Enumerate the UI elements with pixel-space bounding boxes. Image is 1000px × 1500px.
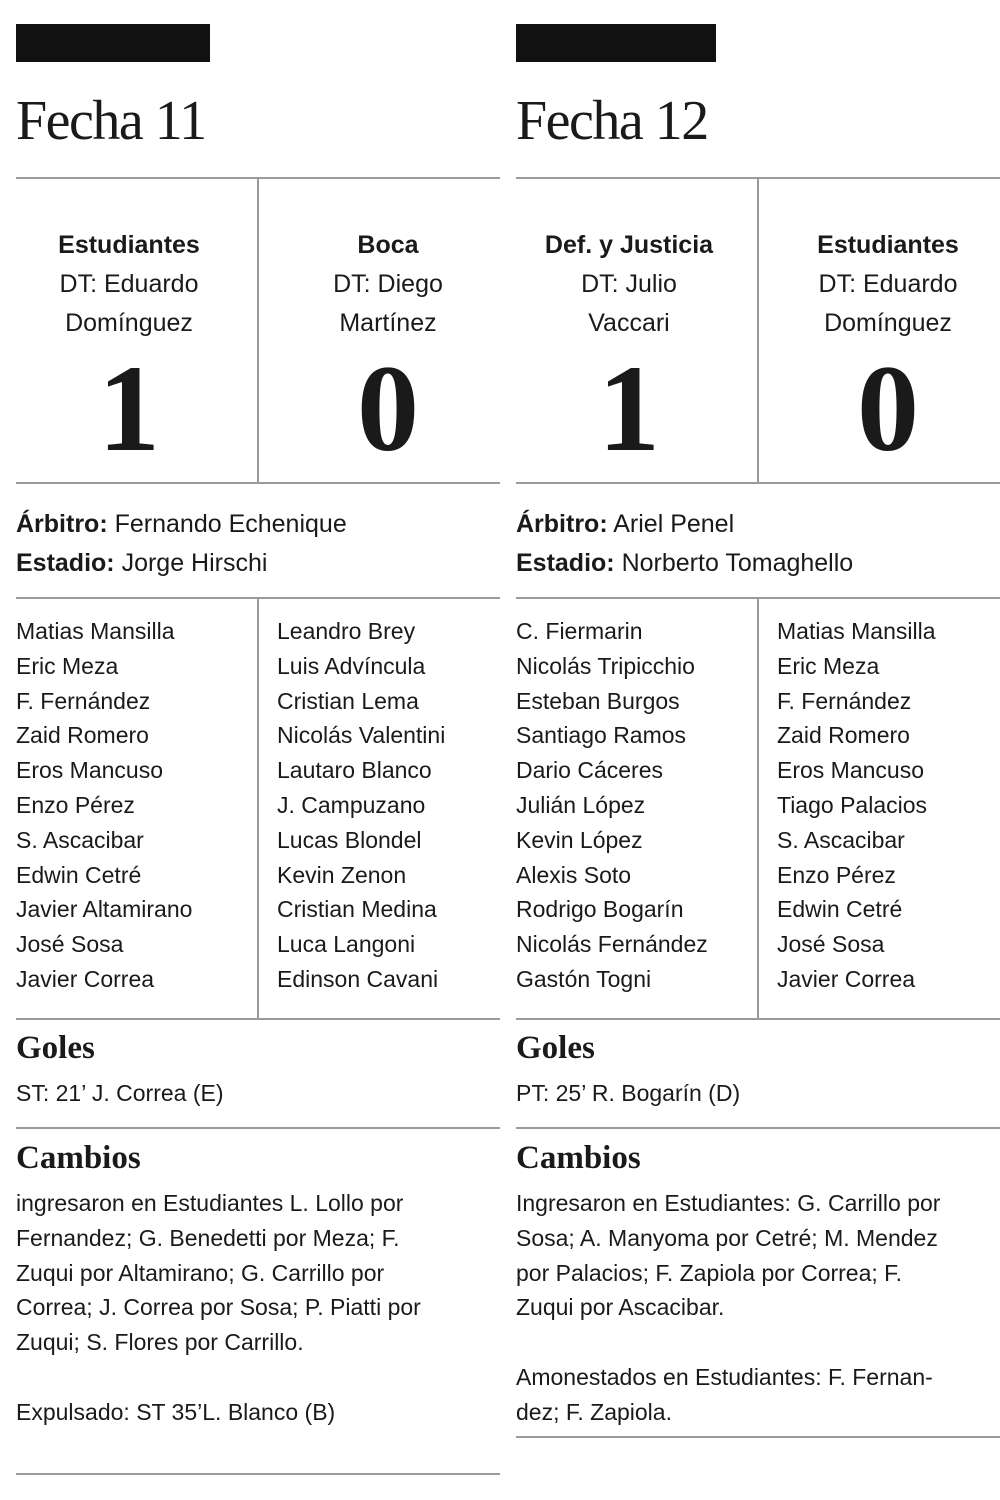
divider <box>516 482 1000 484</box>
player: Edwin Cetré <box>16 861 142 888</box>
goals-heading: Goles <box>516 1030 595 1066</box>
home-coach-name: Domínguez <box>65 309 193 337</box>
player: Nicolás Valentini <box>277 722 446 749</box>
player: Eric Meza <box>777 652 880 679</box>
player: Julián López <box>516 791 646 818</box>
stadium-label: Estadio: <box>16 549 115 577</box>
home-score: 1 <box>98 340 160 477</box>
stadium-name: Norberto Tomaghello <box>621 549 854 577</box>
text-line: Amonestados en Estudiantes: F. Fernan- <box>516 1364 933 1390</box>
player: Enzo Pérez <box>777 861 896 888</box>
home-coach-label: DT: Eduardo <box>59 270 199 298</box>
player: Eros Mancuso <box>777 757 925 784</box>
goals-text: ST: 21’ J. Correa (E) <box>16 1080 224 1106</box>
section-bar <box>16 24 210 62</box>
player: Kevin Zenon <box>277 861 407 888</box>
player: Gastón Togni <box>516 965 652 992</box>
player: Alexis Soto <box>516 861 632 888</box>
text-line: ingresaron en Estudiantes L. Lollo por <box>16 1190 404 1216</box>
text-line: por Palacios; F. Zapiola por Correa; F. <box>516 1259 903 1286</box>
player: Tiago Palacios <box>777 791 928 818</box>
player: Eros Mancuso <box>16 757 164 784</box>
away-coach-name: Martínez <box>339 309 437 337</box>
away-coach-name: Domínguez <box>824 309 952 337</box>
player: Matias Mansilla <box>16 618 175 644</box>
referee-line <box>516 505 853 544</box>
player: Santiago Ramos <box>516 722 687 749</box>
text-line: Fernandez; G. Benedetti por Meza; F. <box>16 1224 400 1251</box>
divider <box>516 1436 1000 1438</box>
text-line: Sosa; A. Manyoma por Cetré; M. Mendez <box>516 1224 938 1251</box>
away-team-name: Boca <box>357 231 419 259</box>
player: Zaid Romero <box>16 722 149 749</box>
player: Eric Meza <box>16 652 119 679</box>
player: Matias Mansilla <box>777 618 936 644</box>
home-lineup <box>516 614 708 997</box>
text-line: Expulsado: ST 35’L. Blanco (B) <box>16 1399 336 1425</box>
substitutions-heading: Cambios <box>16 1140 141 1176</box>
divider <box>16 1127 500 1129</box>
player: C. Fiermarin <box>516 618 643 644</box>
expulsion-text <box>16 1395 506 1430</box>
player: S. Ascacibar <box>16 826 144 853</box>
referee-name: Fernando Echenique <box>114 510 347 538</box>
player: Luis Advíncula <box>277 652 426 679</box>
player: Esteban Burgos <box>516 687 680 714</box>
lineup-divider <box>757 598 759 1018</box>
divider <box>516 1127 1000 1129</box>
divider <box>516 1018 1000 1020</box>
player: Cristian Medina <box>277 896 437 923</box>
fecha-title: Fecha 12 <box>516 90 708 152</box>
player: Luca Langoni <box>277 931 416 958</box>
player: Lautaro Blanco <box>277 757 432 784</box>
away-lineup <box>777 614 936 997</box>
divider <box>16 1018 500 1020</box>
divider <box>16 1473 500 1475</box>
home-coach-name: Vaccari <box>588 309 670 337</box>
match-officials <box>516 505 853 583</box>
goals-text: PT: 25’ R. Bogarín (D) <box>516 1080 741 1106</box>
player: Zaid Romero <box>777 722 910 749</box>
player: J. Campuzano <box>277 791 426 818</box>
home-coach-label: DT: Julio <box>581 270 677 298</box>
player: Nicolás Fernández <box>516 931 708 958</box>
player: José Sosa <box>16 931 124 958</box>
player: Enzo Pérez <box>16 791 135 818</box>
referee-name: Ariel Penel <box>613 510 735 538</box>
referee-label: Árbitro: <box>516 510 608 538</box>
cautions-text <box>516 1360 1000 1430</box>
divider <box>16 482 500 484</box>
substitutions-heading: Cambios <box>516 1140 641 1176</box>
text-line: Ingresaron en Estudiantes: G. Carrillo por <box>516 1190 941 1216</box>
away-coach-label: DT: Eduardo <box>818 270 958 298</box>
player: Leandro Brey <box>277 618 416 644</box>
player: José Sosa <box>777 931 885 958</box>
player: Kevin López <box>516 826 643 853</box>
player: Javier Altamirano <box>16 896 193 923</box>
text-line: Zuqui; S. Flores por Carrillo. <box>16 1329 304 1356</box>
player: F. Fernández <box>16 687 151 714</box>
home-score: 1 <box>598 340 660 477</box>
player: Lucas Blondel <box>277 826 422 853</box>
player: F. Fernández <box>777 687 912 714</box>
home-team <box>16 226 242 477</box>
player: Javier Correa <box>16 965 155 992</box>
match-card-fecha-12 <box>516 0 1000 1500</box>
stadium-label: Estadio: <box>516 549 615 577</box>
player: Javier Correa <box>777 965 916 992</box>
text-line: Zuqui por Altamirano; G. Carrillo por <box>16 1259 385 1286</box>
away-team <box>258 226 518 477</box>
player: Cristian Lema <box>277 687 419 714</box>
home-team-name: Def. y Justicia <box>544 231 714 259</box>
match-officials <box>16 505 347 583</box>
stadium-line <box>516 544 853 583</box>
text-line: dez; F. Zapiola. <box>516 1398 672 1425</box>
away-team-name: Estudiantes <box>817 231 959 259</box>
player: Nicolás Tripicchio <box>516 652 695 679</box>
player: Edinson Cavani <box>277 965 439 992</box>
stadium-line <box>16 544 347 583</box>
away-team <box>758 226 1000 477</box>
player: Dario Cáceres <box>516 757 663 784</box>
match-card-fecha-11 <box>16 0 500 1500</box>
text-line: Correa; J. Correa por Sosa; P. Piatti por <box>16 1294 421 1321</box>
lineup-divider <box>257 598 259 1018</box>
referee-label: Árbitro: <box>16 510 108 538</box>
away-score: 0 <box>857 340 919 477</box>
substitutions-text <box>516 1186 1000 1325</box>
away-coach-label: DT: Diego <box>333 270 443 298</box>
text-line: Zuqui por Ascacibar. <box>516 1294 725 1321</box>
home-team-name: Estudiantes <box>58 231 200 259</box>
player: Edwin Cetré <box>777 896 903 923</box>
goals-heading: Goles <box>16 1030 95 1066</box>
section-bar <box>516 24 716 62</box>
away-lineup <box>277 614 445 997</box>
referee-line <box>16 505 347 544</box>
player: S. Ascacibar <box>777 826 905 853</box>
player: Rodrigo Bogarín <box>516 896 684 923</box>
home-team <box>516 226 742 477</box>
substitutions-text <box>16 1186 506 1360</box>
stadium-name: Jorge Hirschi <box>121 549 268 577</box>
away-score: 0 <box>357 340 419 477</box>
home-lineup <box>16 614 192 997</box>
fecha-title: Fecha 11 <box>16 90 206 152</box>
